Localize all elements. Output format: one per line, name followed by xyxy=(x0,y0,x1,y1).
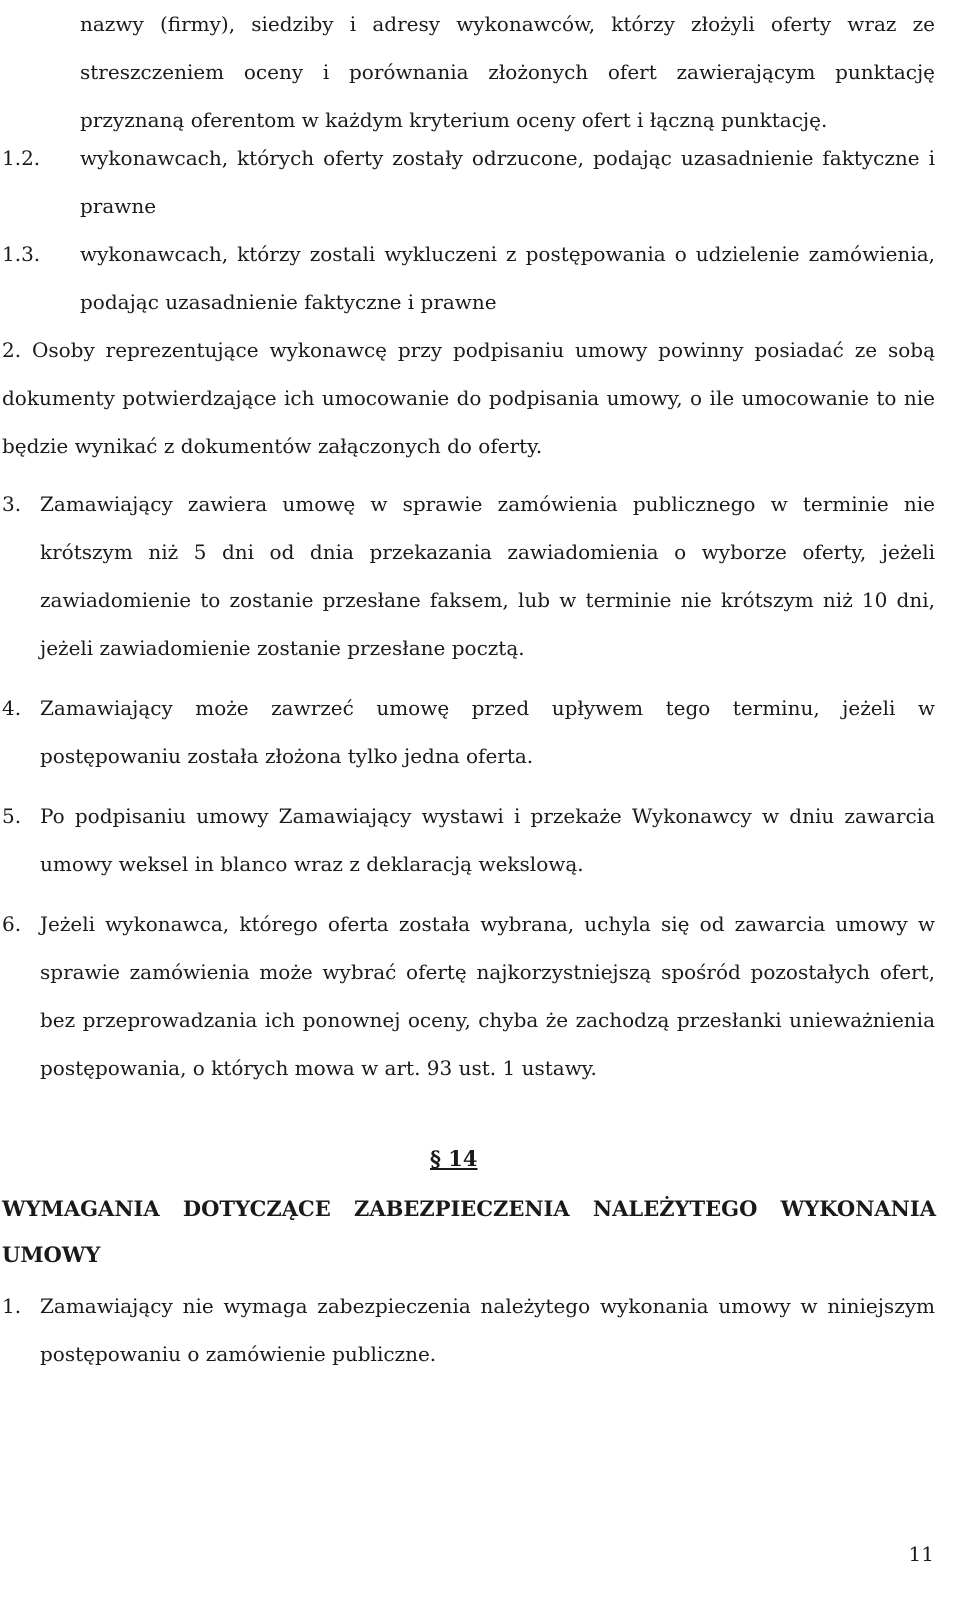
list-item-5 xyxy=(2,792,935,888)
list-item-text: Po podpisaniu umowy Zamawiający wystawi i przekaże Wykonawcy w dniu zawarcia umowy weksel in blanco wraz z deklaracją wekslową. xyxy=(40,804,935,876)
list-item-4 xyxy=(2,684,935,780)
list-item-1-3 xyxy=(2,230,935,326)
list-item-number: 3. xyxy=(2,492,22,516)
list-item-number: 4. xyxy=(2,696,22,720)
list-item-number: 5. xyxy=(2,804,22,828)
list-item-text: Zamawiający nie wymaga zabezpieczenia należytego wykonania umowy w niniejszym postępowaniu o zamówienie publiczne. xyxy=(40,1294,935,1366)
section-title-continued: UMOWY xyxy=(2,1242,101,1267)
list-item-text: wykonawcach, których oferty zostały odrzucone, podając uzasadnienie faktyczne i prawne xyxy=(80,146,935,218)
list-item-number: 1.2. xyxy=(2,146,41,170)
intro-paragraph: nazwy (firmy), siedziby i adresy wykonawców, którzy złożyli oferty wraz ze streszczeniem oceny i porównania złożonych ofert zawierającym punktację przyznaną oferentom w każdym kryterium oceny ofert i łączną punktację. xyxy=(80,12,935,132)
list-item-text: Jeżeli wykonawca, którego oferta została wybrana, uchyla się od zawarcia umowy w sprawie zamówienia może wybrać ofertę najkorzystniejszą spośród pozostałych ofert, bez przeprowadzania ich ponownej oceny, chyba że zachodzą przesłanki unieważnienia postępowania, o których mowa w art. 93 ust. 1 ustawy. xyxy=(40,912,935,1080)
list-item-6 xyxy=(2,900,935,1092)
list-item-3 xyxy=(2,480,935,672)
list-item-number: 1.3. xyxy=(2,242,41,266)
list-item-number: 1. xyxy=(2,1294,22,1318)
page-number: 11 xyxy=(908,1542,934,1566)
section-number: § 14 xyxy=(430,1146,478,1171)
list-item-2 xyxy=(2,326,935,470)
list-item-text: Zamawiający zawiera umowę w sprawie zamówienia publicznego w terminie nie krótszym niż 5 dni od dnia przekazania zawiadomienia o wyborze oferty, jeżeli zawiadomienie to zostanie przesłane faksem, lub w terminie nie krótszym niż 10 dni, jeżeli zawiadomienie zostanie przesłane pocztą. xyxy=(40,492,935,660)
list-item-text: Osoby reprezentujące wykonawcę przy podpisaniu umowy powinny posiadać ze sobą dokumenty potwierdzające ich umocowanie do podpisania umowy, o ile umocowanie to nie będzie wynikać z dokumentów załączonych do oferty. xyxy=(2,338,935,458)
list-item-number: 2. xyxy=(2,338,22,362)
section-list-item-1 xyxy=(2,1282,935,1378)
list-item-text: Zamawiający może zawrzeć umowę przed upływem tego terminu, jeżeli w postępowaniu została złożona tylko jedna oferta. xyxy=(40,696,935,768)
list-item-1-2 xyxy=(2,134,935,230)
list-item-number: 6. xyxy=(2,912,22,936)
list-item-text: wykonawcach, którzy zostali wykluczeni z postępowania o udzielenie zamówienia, podając uzasadnienie faktyczne i prawne xyxy=(80,242,935,314)
section-title: WYMAGANIA DOTYCZĄCE ZABEZPIECZENIA NALEŻYTEGO WYKONANIA xyxy=(2,1196,936,1221)
